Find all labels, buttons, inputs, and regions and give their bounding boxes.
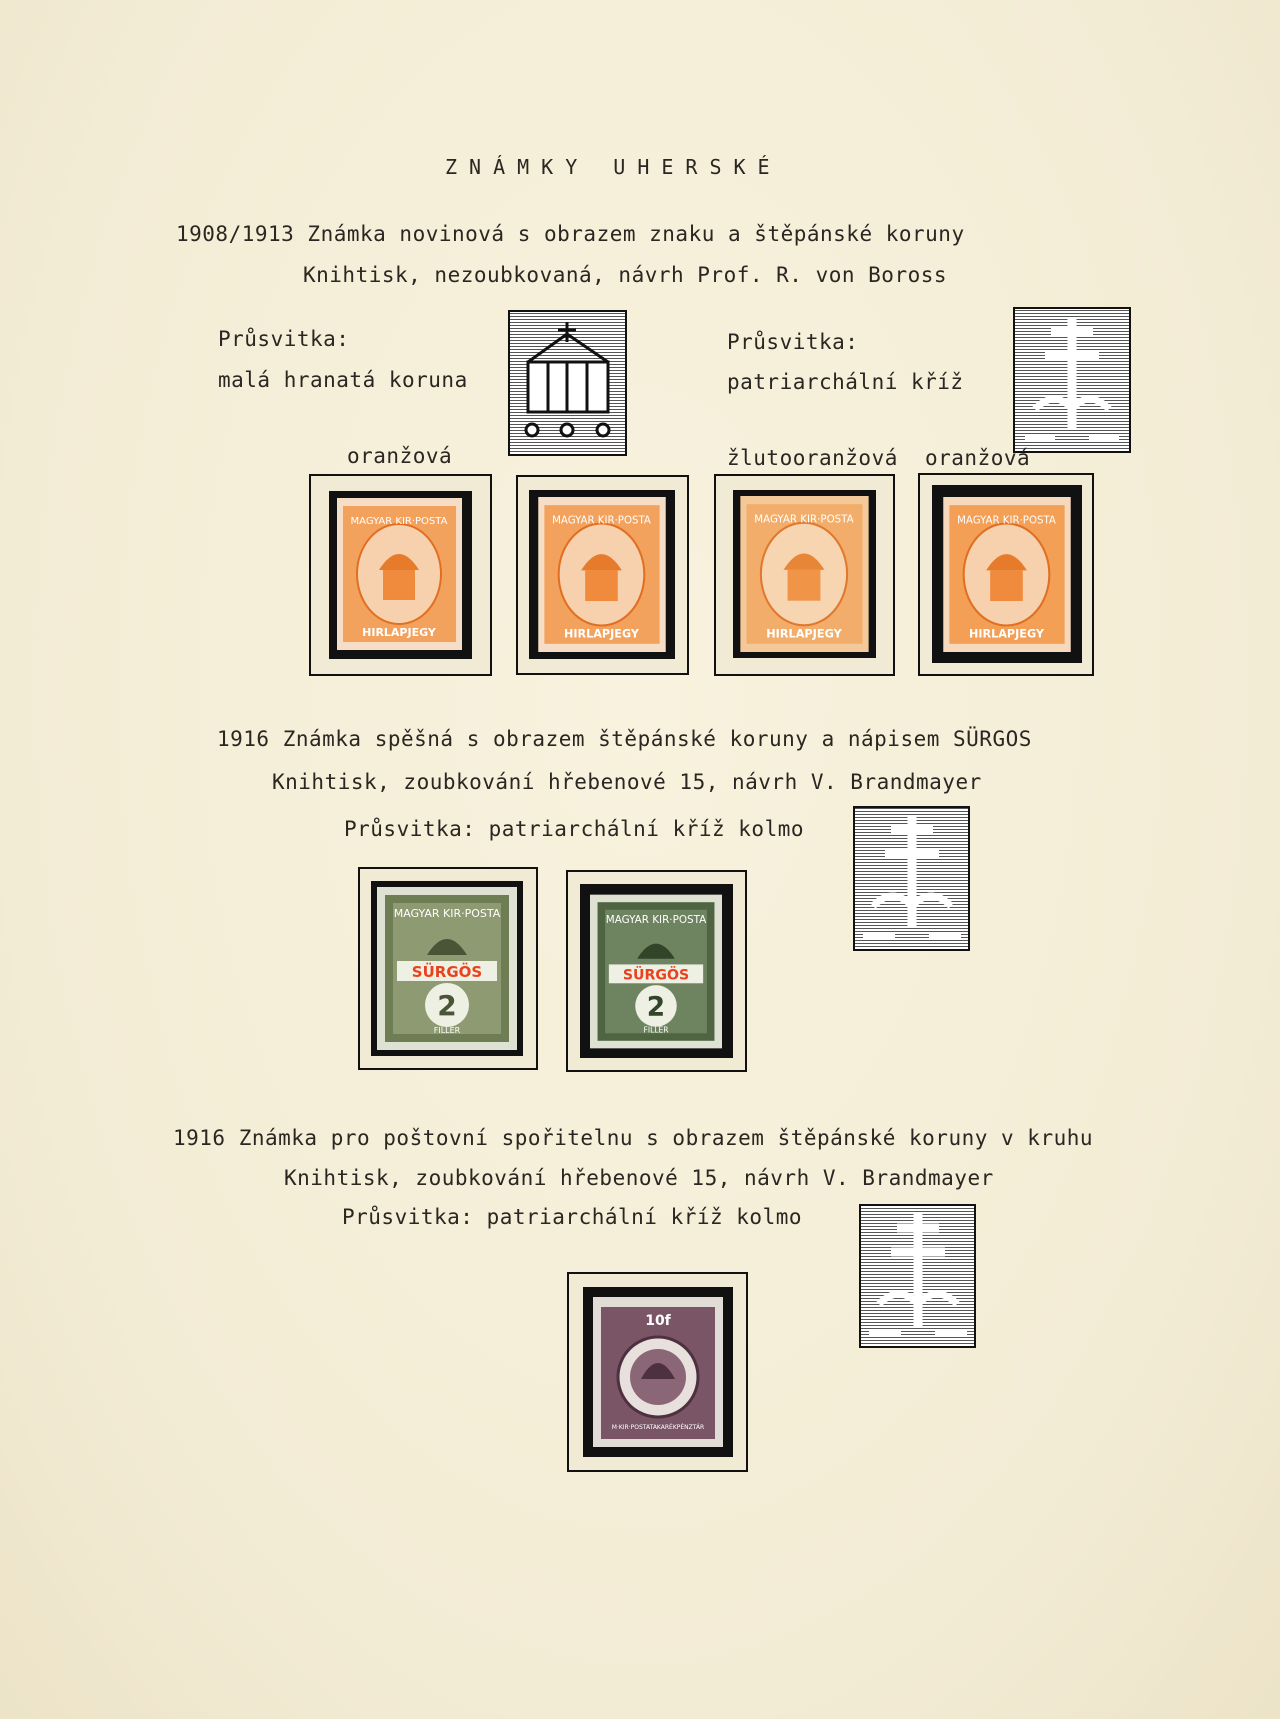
svg-text:MAGYAR KIR·POSTA: MAGYAR KIR·POSTA	[393, 907, 501, 920]
stamp-mount-5	[358, 867, 538, 1070]
wm1-label: Průsvitka:	[218, 327, 350, 351]
svg-text:10f: 10f	[645, 1313, 671, 1329]
sec3-watermark: Průsvitka: patriarchální kříž kolmo	[342, 1205, 803, 1229]
svg-text:MAGYAR KIR·POSTA: MAGYAR KIR·POSTA	[350, 516, 448, 527]
stamp-express-green	[590, 894, 722, 1049]
stamp-mount-7	[567, 1272, 748, 1472]
svg-text:FILLÉR: FILLÉR	[433, 1026, 461, 1035]
stamp-express-green	[377, 887, 517, 1050]
sec1-heading: 1908/1913 Známka novinová s obrazem znaku a štěpánské koruny	[176, 222, 965, 246]
sec2-watermark: Průsvitka: patriarchální kříž kolmo	[344, 817, 805, 841]
svg-text:HIRLAPJEGY: HIRLAPJEGY	[563, 627, 640, 641]
watermark-cross-illustration	[859, 1204, 976, 1348]
svg-text:FILLÉR: FILLÉR	[643, 1025, 669, 1035]
svg-text:HIRLAPJEGY: HIRLAPJEGY	[362, 626, 436, 639]
color-label-2: žlutooranžová	[727, 446, 898, 470]
sec1-print: Knihtisk, nezoubkovaná, návrh Prof. R. von Boross	[303, 263, 948, 287]
wm1-desc: malá hranatá koruna	[218, 368, 468, 392]
svg-text:SÜRGÖS: SÜRGÖS	[411, 963, 483, 981]
stamp-mount-2	[516, 475, 689, 675]
stamp-savings-purple	[593, 1297, 723, 1447]
stamp-newspaper-orange	[942, 497, 1072, 652]
watermark-cross-illustration	[853, 806, 970, 951]
sec2-print: Knihtisk, zoubkování hřebenové 15, návrh V. Brandmayer	[272, 770, 982, 794]
sec2-heading: 1916 Známka spěšná s obrazem štěpánské koruny a nápisem SÜRGOS	[217, 727, 1032, 751]
page-title: ZNÁMKY UHERSKÉ	[445, 155, 782, 179]
watermark-crown-illustration	[508, 310, 627, 456]
svg-text:MAGYAR KIR·POSTA: MAGYAR KIR·POSTA	[605, 913, 707, 926]
sec3-heading: 1916 Známka pro poštovní spořitelnu s obrazem štěpánské koruny v kruhu	[173, 1126, 1094, 1150]
svg-text:MAGYAR KIR·POSTA: MAGYAR KIR·POSTA	[552, 515, 651, 527]
stamp-mount-4	[918, 473, 1094, 676]
stamp-newspaper-orange	[337, 498, 462, 650]
watermark-cross-illustration	[1013, 307, 1131, 453]
svg-text:MAGYAR KIR·POSTA: MAGYAR KIR·POSTA	[957, 515, 1056, 527]
svg-text:2: 2	[437, 989, 457, 1022]
stamp-newspaper-yelloworange	[739, 496, 870, 652]
color-label-3: oranžová	[925, 446, 1031, 470]
svg-text:2: 2	[646, 991, 666, 1023]
color-label-1: oranžová	[347, 444, 453, 468]
wm2-desc: patriarchální kříž	[727, 370, 964, 394]
svg-text:MAGYAR KIR·POSTA: MAGYAR KIR·POSTA	[754, 513, 854, 526]
stamp-mount-6	[566, 870, 747, 1072]
svg-text:HIRLAPJEGY: HIRLAPJEGY	[766, 627, 842, 641]
stamp-mount-1	[309, 474, 492, 676]
svg-text:SÜRGÖS: SÜRGÖS	[622, 967, 690, 984]
svg-text:HIRLAPJEGY: HIRLAPJEGY	[968, 627, 1045, 641]
sec3-print: Knihtisk, zoubkování hřebenové 15, návrh V. Brandmayer	[284, 1166, 994, 1190]
stamp-newspaper-orange	[537, 497, 667, 652]
wm2-label: Průsvitka:	[727, 330, 859, 354]
stamp-mount-3	[714, 474, 895, 676]
svg-text:M·KIR·POSTATAKARÉKPÉNZTÁR: M·KIR·POSTATAKARÉKPÉNZTÁR	[611, 1424, 705, 1431]
